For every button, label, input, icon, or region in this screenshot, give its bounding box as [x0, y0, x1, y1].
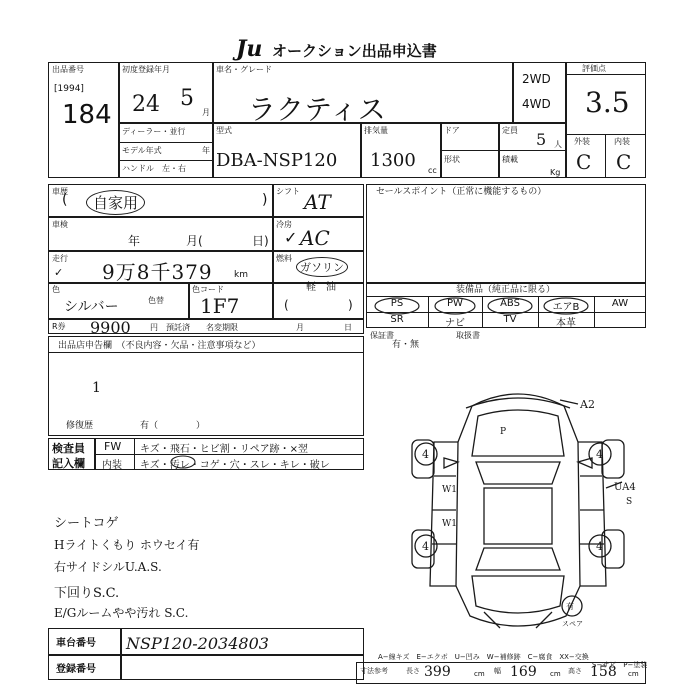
length-value: 399 [424, 664, 451, 680]
equip-sr: SR [390, 314, 404, 325]
trunk [472, 576, 564, 613]
model-name-value: ラクティス [248, 93, 386, 126]
recycle-value: 9900 [90, 318, 131, 337]
first-reg-month-unit: 月 [202, 108, 210, 117]
inspection-fw-text: キズ・飛石・ヒビ割・リペア跡・×翌 [140, 444, 308, 455]
load-unit: Kg [550, 168, 561, 177]
store-notes-label: 出品店申告欄 （不良内容・欠品・注意事項など） [58, 341, 261, 351]
mark-4-rl: 4 [422, 540, 429, 553]
note-1: シートコゲ [54, 516, 119, 531]
width-label: 幅 [494, 667, 501, 675]
drive-4wd: 4WD [522, 97, 551, 111]
recycle-month: 月 [296, 323, 304, 332]
logo: Ju [236, 36, 263, 62]
windshield [476, 462, 560, 484]
fuel-value: ガソリン [296, 257, 348, 277]
capacity-unit: 人 [554, 140, 562, 149]
shaken-year-unit: 年 [128, 234, 141, 248]
circle-pw [435, 298, 475, 314]
warranty-label: 保証書 [370, 331, 394, 340]
color-code-value: 1F7 [200, 294, 240, 318]
dealer-label: ディーラー・並行 [122, 127, 186, 136]
color-change-label: 色替 [148, 296, 164, 305]
fuel-label: 燃料 [276, 254, 292, 263]
displacement-value: 1300 [370, 150, 416, 171]
lot-number: 184 [62, 100, 112, 130]
size-label: 寸法参考 [360, 667, 388, 675]
width-unit: cm [550, 670, 561, 678]
model-name-label: 車名・グレード [216, 65, 272, 74]
frame-label: 車台番号 [56, 638, 96, 649]
usage-value: 自家用 [86, 190, 145, 215]
equip-pw: PW [447, 298, 463, 309]
note-3: 右サイドシルU.A.S. [54, 560, 162, 574]
spare-label: スペア [562, 620, 583, 628]
load-label: 積載 [502, 155, 518, 164]
inspection-int-label: 内装 [102, 460, 122, 471]
note-4: 下回りS.C. [54, 586, 120, 601]
fuel-option: 軽 油 [306, 282, 336, 293]
equip-tv: TV [503, 314, 517, 325]
lot-label: 出品番号 [52, 65, 84, 74]
equip-aw: AW [611, 298, 629, 309]
left-mirror [444, 458, 458, 468]
length-label: 長さ [406, 667, 420, 675]
shape-label: 形状 [444, 155, 460, 164]
usage-label: 車歴 [52, 187, 68, 196]
mark-4-fl: 4 [422, 448, 429, 461]
mark-p: P [500, 427, 507, 437]
equip-navi: ナビ [445, 318, 465, 329]
mark-4-fr: 4 [596, 448, 603, 461]
circle-ps [375, 298, 419, 314]
aircon-label: 冷房 [276, 220, 292, 229]
grade-value: 3.5 [585, 86, 630, 119]
drive-2wd: 2WD [522, 72, 551, 86]
frame-value: NSP120-2034803 [126, 634, 269, 653]
repair-close: ） [196, 421, 206, 431]
mileage-value: 9万8千379 [102, 260, 213, 284]
first-reg-year: 24 [132, 92, 160, 117]
front-right-wheel [602, 440, 624, 478]
mileage-unit: km [234, 270, 248, 280]
mileage-label: 走行 [52, 254, 68, 263]
model-code-value: DBA-NSP120 [216, 150, 338, 171]
legend-line-1: A−線キズ E−エクボ U−凹み W−補修跡 C−腐食 XX−交換 [378, 653, 589, 661]
shift-value: AT [304, 190, 331, 214]
height-unit: cm [628, 670, 639, 678]
repair-value: 有（ [140, 421, 159, 431]
form-title: オークション出品申込書 [272, 42, 437, 60]
mark-s: S [626, 497, 633, 507]
capacity-value: 5 [536, 130, 547, 149]
shaken-label: 車検 [52, 220, 68, 229]
usage-paren-open: ( [62, 192, 68, 208]
inspection-int-text: キズ・汚レ・コゲ・穴・スレ・キレ・破レ [140, 460, 330, 471]
usage-paren-close: ) [262, 192, 268, 208]
exterior-label: 外装 [574, 137, 590, 146]
car-diagram [400, 380, 640, 650]
model-code-label: 型式 [216, 126, 232, 135]
interior-label: 内装 [614, 137, 630, 146]
inspection-fw-label: FW [104, 440, 122, 453]
circle-airbag [544, 298, 588, 314]
spare-mark: 有 [566, 602, 574, 611]
front-bumper [466, 398, 570, 408]
color-label: 色 [52, 285, 60, 294]
equip-leather: 本革 [556, 318, 576, 329]
color-code-paren-close: ) [348, 298, 353, 312]
registration-label: 登録番号 [56, 664, 96, 675]
equip-ps: PS [390, 298, 404, 309]
repair-label: 修復歴 [66, 421, 94, 431]
capacity-label: 定員 [502, 126, 518, 135]
mileage-check: ✓ [54, 266, 64, 279]
lot-sub: [1994] [54, 84, 84, 94]
mark-w1-rear: W1 [442, 519, 457, 529]
doors-label: ドア [444, 126, 460, 135]
grade-label: 評価点 [582, 64, 606, 73]
warranty-value: 有・無 [392, 340, 420, 350]
inspector-label-1: 検査員 [52, 442, 85, 455]
shaken-month-unit: 月( [186, 234, 203, 248]
shift-label: シフト [276, 187, 300, 196]
color-value: シルバー [64, 299, 119, 315]
aircon-value: AC [300, 226, 330, 250]
mark-4-rr: 4 [596, 540, 603, 553]
sales-point-label: セールスポイント（正常に機能するもの） [376, 187, 547, 197]
rear-window [476, 548, 560, 570]
recycle-deposit: 預託済 [166, 323, 190, 332]
equip-airbag: エアB [552, 302, 580, 313]
pointer-a2 [560, 400, 578, 404]
width-value: 169 [510, 664, 537, 680]
recycle-label: R券 [52, 322, 66, 331]
roof [484, 488, 552, 544]
recycle-expiry: 名変期限 [206, 323, 238, 332]
store-notes-mark: 1 [92, 380, 101, 396]
legend-line-2: S−サビ P−塗装 [592, 661, 648, 669]
recycle-day: 日 [344, 323, 352, 332]
right-front-door [580, 476, 604, 544]
length-unit: cm [474, 670, 485, 678]
inspector-label-2: 記入欄 [52, 457, 85, 470]
handle-label: ハンドル 左・右 [122, 164, 186, 173]
note-5: E/Gルームやや汚れ S.C. [54, 606, 189, 620]
note-2: Hライトくもり ホウセイ有 [54, 538, 200, 552]
height-label: 高さ [568, 667, 582, 675]
recycle-unit: 円 [150, 323, 158, 332]
equip-abs: ABS [500, 298, 520, 309]
exterior-value: C [576, 150, 592, 174]
aircon-check: ✓ [284, 228, 298, 247]
mark-a2: A2 [580, 398, 595, 411]
hood [472, 410, 564, 456]
model-year-label: モデル年式 [122, 146, 162, 155]
color-code-label: 色コード [192, 285, 224, 294]
mark-ua4: UA4 [614, 482, 636, 493]
equipment-label: 装備品（純正品に限る） [456, 285, 556, 295]
mark-w1-front: W1 [442, 485, 457, 495]
interior-value: C [616, 150, 632, 174]
shaken-day-unit: 日) [252, 234, 269, 248]
height-value: 158 [590, 664, 617, 680]
circle-abs [488, 298, 532, 314]
displacement-label: 排気量 [364, 126, 388, 135]
manual-label: 取扱書 [456, 331, 480, 340]
equipment-circles [366, 292, 646, 332]
first-reg-month: 5 [180, 86, 194, 111]
inspection-circle [168, 454, 198, 470]
displacement-unit: cc [428, 166, 437, 175]
model-year-unit: 年 [202, 146, 210, 155]
color-code-paren-open: ( [284, 298, 289, 312]
first-reg-label: 初度登録年月 [122, 65, 170, 74]
